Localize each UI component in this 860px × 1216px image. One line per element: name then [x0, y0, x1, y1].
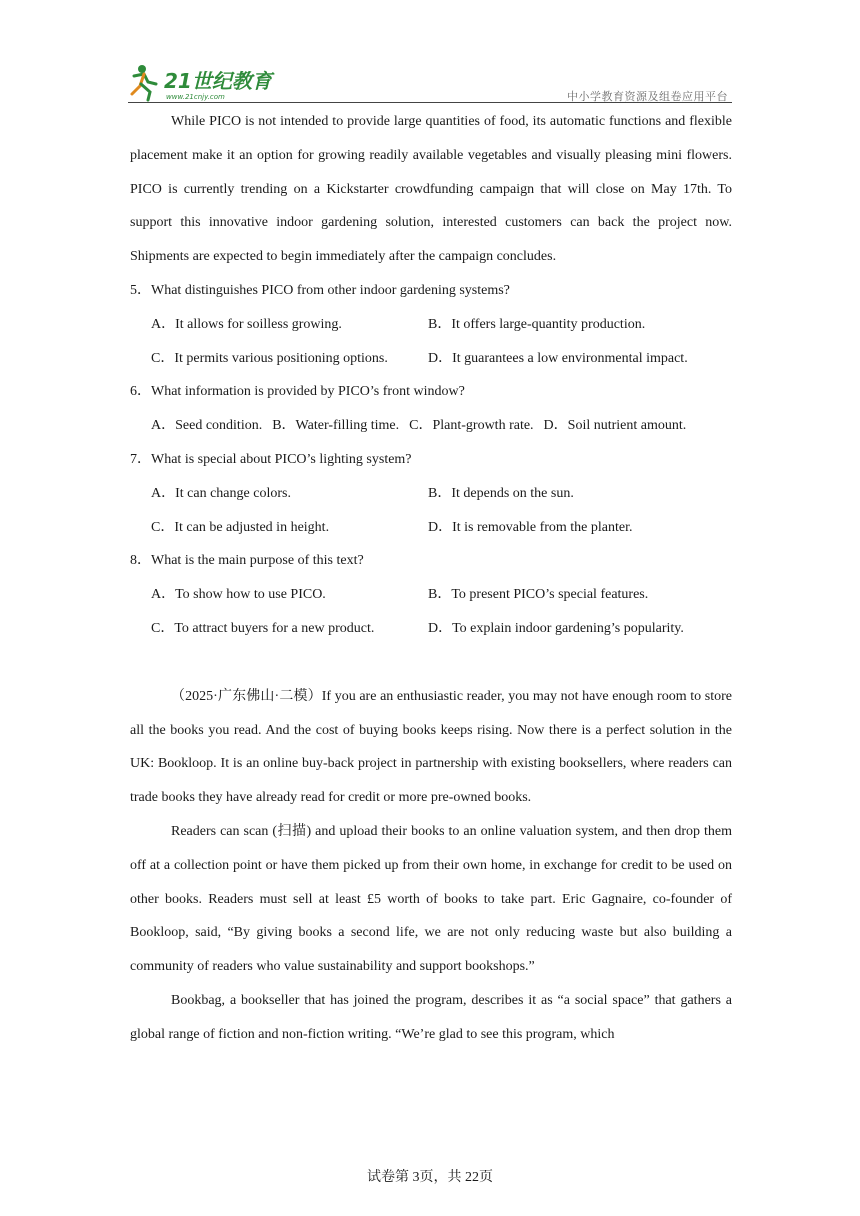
logo-url: www.21cnjy.com: [166, 93, 225, 101]
option-d: D．Soil nutrient amount.: [543, 418, 687, 434]
option-d: D．It guarantees a low environmental impact.: [428, 350, 688, 366]
passage-paragraph: While PICO is not intended to provide large quantities of food, its automatic functions and flexible placement make it an option for growing readily available vegetables and visually pleasing mini flowers. PICO is currently trending on a Kickstarter crowdfunding campaign that will close on May 17th. To support this innovative indoor gardening solution, interested customers can back the project now. Shipments are expected to begin immediately after the campaign concludes.: [130, 114, 732, 265]
passage-paragraph: Bookbag, a bookseller that has joined the program, describes it as “a social space” that gathers a global range of fiction and non-fiction writing. “We’re glad to see this program, which: [130, 992, 732, 1042]
option-c: C．To attract buyers for a new product.: [151, 620, 375, 636]
question-5: [130, 274, 732, 375]
page-header: [128, 62, 732, 104]
option-b: B．It depends on the sun.: [428, 485, 574, 501]
option-c: C．It can be adjusted in height.: [151, 519, 330, 535]
header-divider: [128, 102, 732, 103]
option-b: B．To present PICO’s special features.: [428, 587, 649, 603]
question-6: [130, 375, 732, 443]
section-spacer: [130, 646, 732, 680]
option-d: D．To explain indoor gardening’s popularity.: [428, 620, 684, 636]
option-c: C．It permits various positioning options.: [151, 350, 388, 366]
question-stem: 6．What information is provided by PICO’s front window?: [130, 384, 465, 400]
question-stem: 7．What is special about PICO’s lighting system?: [130, 451, 412, 467]
question-stem: 5．What distinguishes PICO from other indoor gardening systems?: [130, 282, 510, 298]
passage-paragraph: （2025·广东佛山·二模）If you are an enthusiastic reader, you may not have enough room to store all the books you read. And the cost of buying books keeps rising. Now there is a perfect solution in the UK: Bookloop. It is an online buy-back project in partnership with existing booksellers, where readers can trade books they have already read for credit or more pre-owned books.: [130, 688, 732, 806]
option-b: B．Water-filling time.: [272, 418, 400, 434]
option-a: A．It allows for soilless growing.: [151, 316, 342, 332]
option-c: C．Plant-growth rate.: [409, 418, 534, 434]
site-logo: [128, 62, 288, 102]
question-stem: 8．What is the main purpose of this text?: [130, 553, 364, 569]
runner-icon: [132, 65, 156, 100]
option-a: A．Seed condition.: [151, 418, 263, 434]
logo-text: 21世纪教育: [164, 69, 272, 93]
option-a: A．It can change colors.: [151, 485, 291, 501]
header-tagline: 中小学教育资源及组卷应用平台: [567, 90, 728, 103]
page-content: [130, 105, 732, 1052]
option-a: A．To show how to use PICO.: [151, 587, 326, 603]
question-8: [130, 544, 732, 645]
question-7: [130, 443, 732, 544]
option-b: B．It offers large-quantity production.: [428, 316, 646, 332]
passage-paragraph: Readers can scan (扫描) and upload their books to an online valuation system, and then drop them off at a collection point or have them picked up from their own home, in exchange for credit to be used on other books. Readers must sell at least £5 worth of books to take part. Eric Gagnaire, co-founder of Bookloop, said, “By giving books a second life, we are not only reducing waste but also building a community of readers who value sustainability and support bookshops.”: [130, 823, 732, 975]
page-number: 试卷第 3页，共 22页: [367, 1170, 493, 1185]
option-d: D．It is removable from the planter.: [428, 519, 633, 535]
